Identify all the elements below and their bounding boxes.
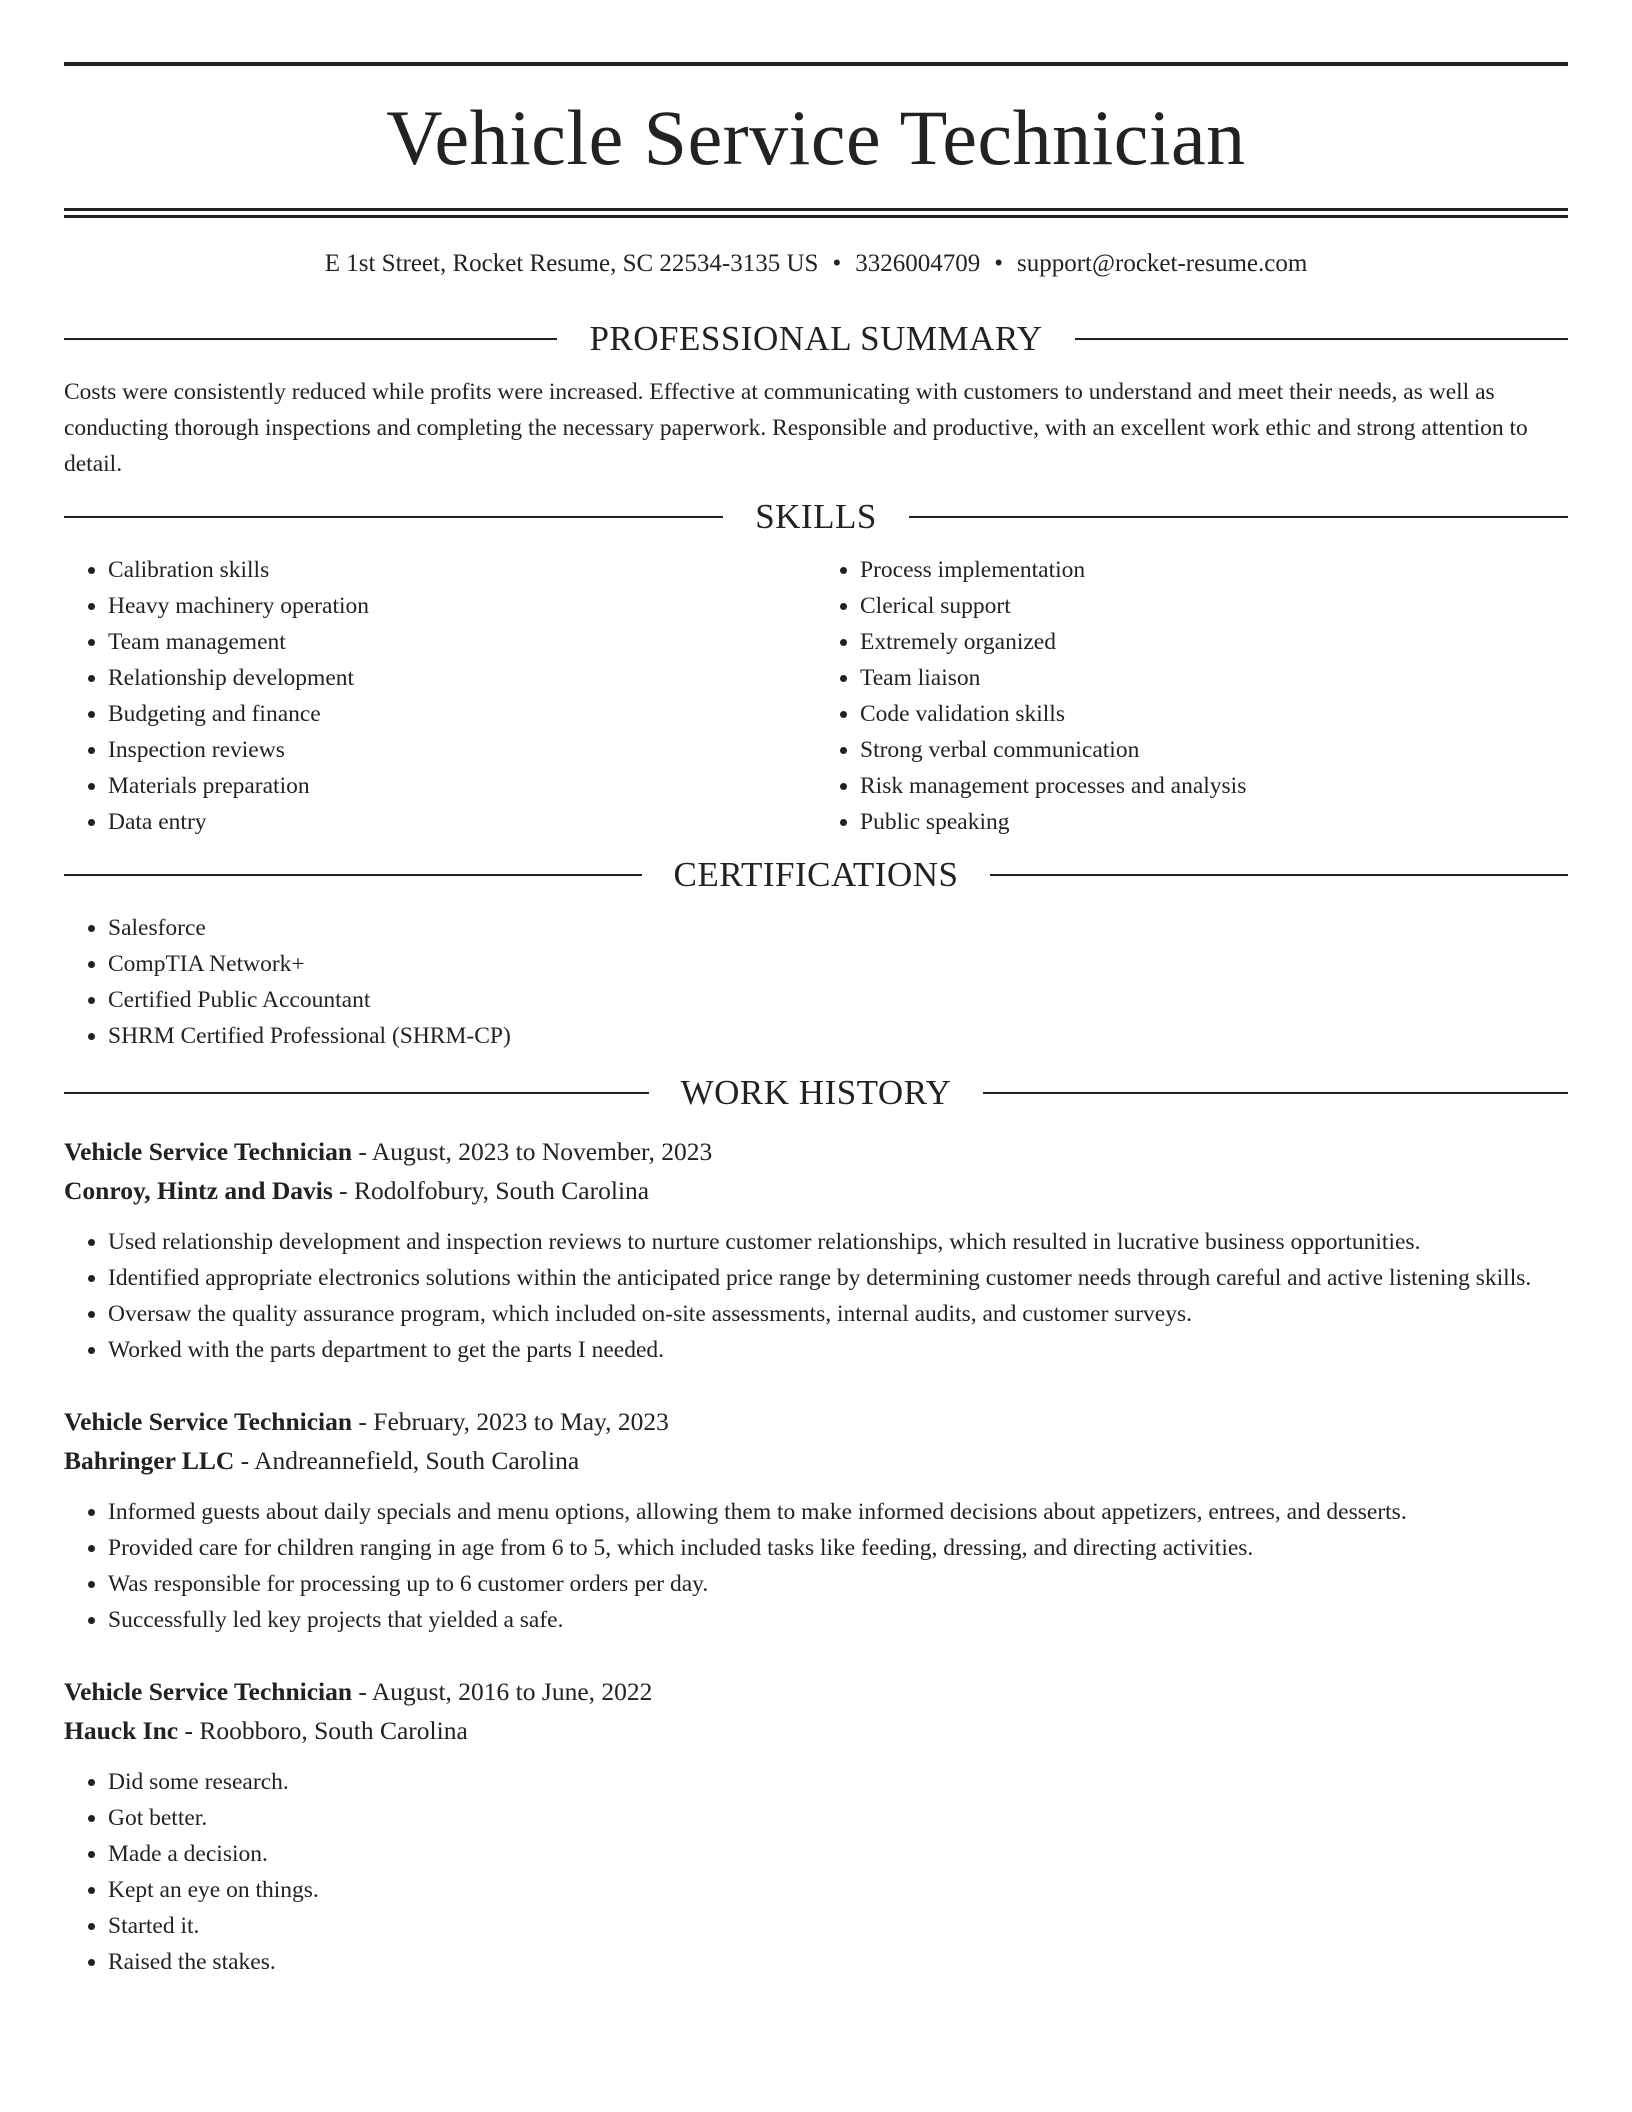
section-rule-right xyxy=(990,874,1568,876)
job-bullet: • Was responsible for processing up to 6 customer orders per day. xyxy=(108,1566,1568,1602)
job-bullet: • Did some research. xyxy=(108,1764,1568,1800)
section-title-work-history: WORK HISTORY xyxy=(680,1073,952,1112)
certification-item: • Salesforce xyxy=(108,910,1568,946)
job-company: Conroy, Hintz and Davis xyxy=(64,1176,333,1205)
skill-item: • Risk management processes and analysis xyxy=(860,768,1568,804)
work-history-list xyxy=(64,1132,1568,1980)
skill-item: • Team liaison xyxy=(860,660,1568,696)
skill-item: • Team management xyxy=(108,624,816,660)
job-bullet: • Kept an eye on things. xyxy=(108,1872,1568,1908)
job-bullet: • Used relationship development and inspection reviews to nurture customer relationships, which resulted in lucrative business opportunities. xyxy=(108,1224,1568,1260)
certification-item: • Certified Public Accountant xyxy=(108,982,1568,1018)
section-header-work-history xyxy=(64,1072,1568,1114)
skill-item: • Inspection reviews xyxy=(108,732,816,768)
contact-address: E 1st Street, Rocket Resume, SC 22534-3135 US xyxy=(324,250,819,277)
job-company-line xyxy=(64,1441,1568,1480)
skill-item: • Heavy machinery operation xyxy=(108,588,816,624)
section-header-summary xyxy=(64,318,1568,360)
contact-separator: • xyxy=(994,250,1003,277)
section-header-skills xyxy=(64,496,1568,538)
skill-item: • Relationship development xyxy=(108,660,816,696)
certification-item: • CompTIA Network+ xyxy=(108,946,1568,982)
job-location: - Rodolfobury, South Carolina xyxy=(332,1176,650,1205)
contact-line xyxy=(64,248,1568,280)
job-title-line xyxy=(64,1402,1568,1441)
certification-item: • SHRM Certified Professional (SHRM-CP) xyxy=(108,1018,1568,1054)
section-header-certifications xyxy=(64,854,1568,896)
job-bullet: • Identified appropriate electronics solutions within the anticipated price range by determining customer needs through careful and active listening skills. xyxy=(108,1260,1568,1296)
skill-item: • Clerical support xyxy=(860,588,1568,624)
contact-email[interactable]: support@rocket-resume.com xyxy=(1016,250,1308,277)
section-rule-left xyxy=(64,1092,649,1094)
job-entry xyxy=(64,1132,1568,1368)
job-bullet: • Raised the stakes. xyxy=(108,1944,1568,1980)
section-title-summary: PROFESSIONAL SUMMARY xyxy=(589,319,1043,358)
job-entry xyxy=(64,1402,1568,1638)
section-title-certifications: CERTIFICATIONS xyxy=(673,855,959,894)
top-rule xyxy=(64,62,1568,66)
skill-item: • Strong verbal communication xyxy=(860,732,1568,768)
job-entry xyxy=(64,1672,1568,1980)
job-company: Hauck Inc xyxy=(64,1716,179,1745)
job-bullet: • Oversaw the quality assurance program, which included on-site assessments, internal audits, and customer surveys. xyxy=(108,1296,1568,1332)
job-bullet: • Provided care for children ranging in age from 6 to 5, which included tasks like feeding, dressing, and directing activities. xyxy=(108,1530,1568,1566)
certifications-list xyxy=(64,910,1568,1054)
job-dates: - February, 2023 to May, 2023 xyxy=(352,1407,669,1436)
job-bullet: • Started it. xyxy=(108,1908,1568,1944)
skill-item: • Budgeting and finance xyxy=(108,696,816,732)
job-bullet: • Informed guests about daily specials and menu options, allowing them to make informed decisions about appetizers, entrees, and desserts. xyxy=(108,1494,1568,1530)
resume-name: Vehicle Service Technician xyxy=(386,94,1246,181)
job-company: Bahringer LLC xyxy=(64,1446,235,1475)
job-bullets xyxy=(64,1494,1568,1638)
job-title: Vehicle Service Technician xyxy=(64,1407,353,1436)
contact-phone: 3326004709 xyxy=(855,250,981,277)
section-rule-left xyxy=(64,338,557,340)
job-location: - Roobboro, South Carolina xyxy=(178,1716,468,1745)
skill-item: • Process implementation xyxy=(860,552,1568,588)
job-company-line xyxy=(64,1711,1568,1750)
skill-item: • Calibration skills xyxy=(108,552,816,588)
job-company-line xyxy=(64,1171,1568,1210)
job-bullet: • Made a decision. xyxy=(108,1836,1568,1872)
skill-item: • Extremely organized xyxy=(860,624,1568,660)
skills-list-left xyxy=(64,552,816,840)
section-rule-right xyxy=(909,516,1568,518)
skills-grid xyxy=(64,552,1568,840)
summary-text: Costs were consistently reduced while profits were increased. Effective at communicating with customers to understand and meet their needs, as well as conducting thorough inspections and completing the necessary paperwork. Responsible and productive, with an excellent work ethic and strong attention to detail. xyxy=(64,379,1528,477)
section-rule-left xyxy=(64,516,723,518)
contact-separator: • xyxy=(832,250,842,277)
section-rule-right xyxy=(983,1092,1568,1094)
skill-item: • Code validation skills xyxy=(860,696,1568,732)
job-dates: - August, 2023 to November, 2023 xyxy=(352,1137,713,1166)
skill-item: • Data entry xyxy=(108,804,816,840)
job-bullets xyxy=(64,1224,1568,1368)
job-title: Vehicle Service Technician xyxy=(64,1137,353,1166)
job-bullets xyxy=(64,1764,1568,1980)
job-bullet: • Got better. xyxy=(108,1800,1568,1836)
skill-item: • Public speaking xyxy=(860,804,1568,840)
section-title-skills: SKILLS xyxy=(755,497,877,536)
header-double-rule xyxy=(64,208,1568,218)
job-bullet: • Worked with the parts department to get the parts I needed. xyxy=(108,1332,1568,1368)
job-dates: - August, 2016 to June, 2022 xyxy=(352,1677,653,1706)
job-location: - Andreannefield, South Carolina xyxy=(234,1446,580,1475)
skill-item: • Materials preparation xyxy=(108,768,816,804)
skills-list-right xyxy=(816,552,1568,840)
job-title-line xyxy=(64,1132,1568,1171)
job-bullet: • Successfully led key projects that yielded a safe. xyxy=(108,1602,1568,1638)
job-title: Vehicle Service Technician xyxy=(64,1677,353,1706)
section-rule-left xyxy=(64,874,642,876)
section-rule-right xyxy=(1075,338,1568,340)
job-title-line xyxy=(64,1672,1568,1711)
